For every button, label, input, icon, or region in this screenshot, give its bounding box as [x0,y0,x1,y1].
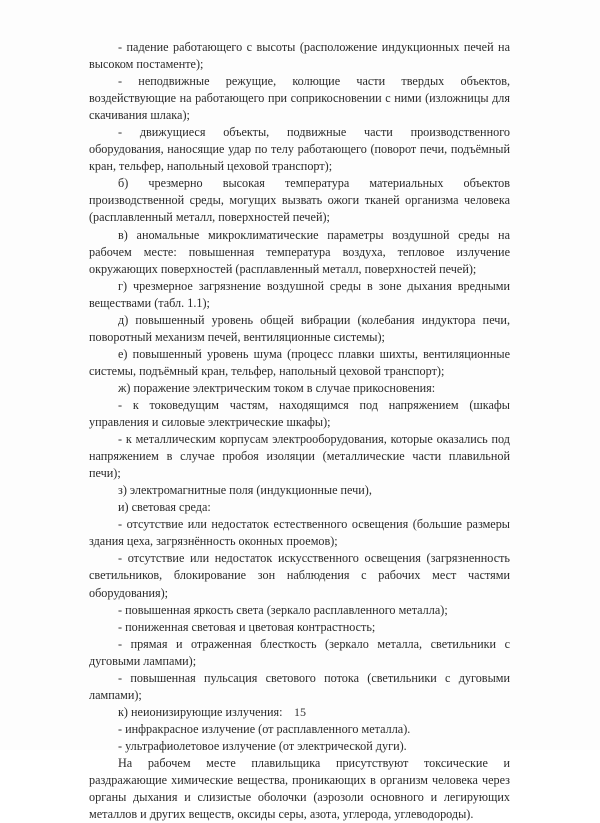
paragraph-contrast: - пониженная световая и цветовая контрастность; [118,619,376,634]
paragraph-high-temperature: б) чрезмерно высокая температура материальных объектов производственной среды, могущих вызвать ожоги тканей организма человека (расплавленный металл, поверхностей печей); [89,176,510,225]
paragraph-sharp-parts: - неподвижные режущие, колющие части твердых объектов, воздействующие на работающего при соприкосновении с ними (изложницы для скачивания шлака); [89,74,510,123]
paragraph-live-parts: - к токоведущим частям, находящимся под напряжением (шкафы управления и силовые электрические шкафы); [89,397,510,430]
paragraph-lighting: и) световая среда: [118,500,211,515]
paragraph-radiation: к) неионизирующие излучения: [118,704,283,719]
paragraph-infrared: - инфракрасное излучение (от расплавленного металла). [118,721,411,736]
paragraph-noise: е) повышенный уровень шума (процесс плавки шихты, вентиляционные системы, подъёмный кран, тельфер, напольный цеховой транспорт); [89,346,510,378]
paragraph-ultraviolet: - ультрафиолетовое излучение (от электрической дуги). [118,738,407,753]
paragraph-toxic-substances: На рабочем месте плавильщика присутствуют токсические и раздражающие химические вещества, проникающих в организм человека через органы дыхания и слизистые оболочки (аэрозоли основного и легирующих металлов и других веществ, оксиды серы, азота, углерода, углеводороды). [89,755,510,822]
paragraph-artificial-light: - отсутствие или недостаток искусственного освещения (загрязненность светильников, блокирование зон наблюдения с рабочих мест частями оборудования); [89,551,510,600]
paragraph-microclimate: в) аномальные микроклиматические параметры воздушной среды на рабочем месте: повышенная температура воздуха, тепловое излучение окружающих поверхностей (расплавленный металл, поверхностей печей); [89,227,510,276]
paragraph-glare: - прямая и отраженная блесткость (зеркало металла, светильники с дуговыми лампами); [89,636,510,668]
paragraph-fall-hazard: - падение работающего с высоты (расположение индукционных печей на высоком постаменте); [89,40,510,72]
paragraph-metal-enclosures: - к металлическим корпусам электрооборудования, которые оказались под напряжением в случае пробоя изоляции (металлические части плавильной печи); [89,432,510,481]
paragraph-air-pollution: г) чрезмерное загрязнение воздушной среды в зоне дыхания вредными веществами (табл. 1.1); [89,278,510,310]
page-number: 15 [294,705,306,719]
paragraph-em-fields: з) электромагнитные поля (индукционные печи), [118,483,372,498]
paragraph-brightness: - повышенная яркость света (зеркало расплавленного металла); [118,602,448,617]
paragraph-vibration: д) повышенный уровень общей вибрации (колебания индуктора печи, поворотный механизм печей, вентиляционные системы); [89,312,510,344]
paragraph-electric-shock: ж) поражение электрическим током в случае прикосновения: [118,380,436,395]
paragraph-natural-light: - отсутствие или недостаток естественного освещения (большие размеры здания цеха, загрязнённость оконных проемов); [89,517,510,549]
paragraph-pulsation: - повышенная пульсация светового потока (светильники с дуговыми лампами); [89,670,510,702]
paragraph-moving-objects: - движущиеся объекты, подвижные части производственного оборудования, наносящие удар по телу работающего (поворот печи, подъёмный кран, тельфер, напольный цеховой транспорт); [89,125,510,174]
